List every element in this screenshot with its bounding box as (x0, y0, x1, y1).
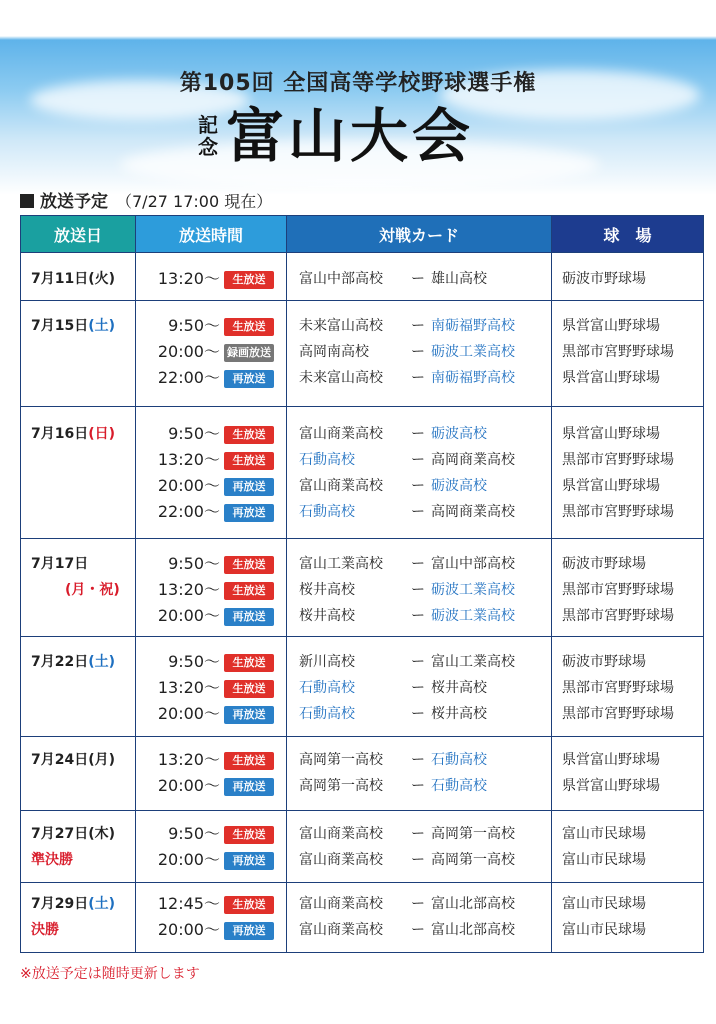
broadcast-type-badge: 生放送 (224, 426, 274, 444)
venue-name: 黒部市宮野野球場 (562, 504, 674, 520)
vs-dash: ー (411, 426, 425, 442)
home-team: 富山商業高校 (299, 922, 383, 938)
home-team: 新川高校 (299, 654, 355, 670)
broadcast-type-badge: 再放送 (224, 608, 274, 626)
matchup-line (299, 747, 551, 773)
broadcast-time-line (150, 499, 286, 525)
date-line (31, 649, 135, 675)
date-line (31, 891, 135, 917)
home-team: 富山商業高校 (299, 426, 383, 442)
broadcast-type-badge: 生放送 (224, 452, 274, 470)
date-text: 7月15日 (31, 318, 89, 334)
broadcast-time-line (150, 603, 286, 629)
vs-dash: ー (411, 344, 425, 360)
away-team: 南砺福野高校 (431, 318, 515, 334)
away-team: 高岡第一高校 (431, 826, 515, 842)
vs-dash: ー (411, 654, 425, 670)
weekday-label: (土) (88, 896, 116, 912)
venue-cell (552, 301, 704, 407)
home-team: 未来富山高校 (299, 318, 383, 334)
date-line (31, 747, 135, 773)
date-text: 7月16日 (31, 426, 89, 442)
broadcast-time: 13:20〜 (157, 450, 220, 469)
weekday-label: (日) (88, 426, 116, 442)
date-text: 7月11日 (31, 271, 89, 287)
round-label: 決勝 (31, 922, 59, 938)
weekday-label: (木) (88, 826, 116, 842)
date-cell (21, 301, 136, 407)
schedule-body (21, 253, 704, 953)
away-team: 砺波工業高校 (431, 608, 515, 624)
vs-dash: ー (411, 452, 425, 468)
vs-dash: ー (411, 752, 425, 768)
broadcast-time: 22:00〜 (157, 368, 220, 387)
away-team: 桜井高校 (431, 680, 487, 696)
broadcast-time-line (150, 821, 286, 847)
table-row (21, 883, 704, 953)
venue-name: 富山市民球場 (562, 896, 646, 912)
away-team: 富山中部高校 (431, 556, 515, 572)
venue-name: 富山市民球場 (562, 852, 646, 868)
matchup-line (299, 917, 551, 943)
venue-name: 県営富山野球場 (562, 370, 660, 386)
matchup-line (299, 603, 551, 629)
matchup-cell (287, 407, 552, 539)
broadcast-time: 20:00〜 (157, 606, 220, 625)
vs-dash: ー (411, 271, 425, 287)
date-cell (21, 737, 136, 811)
time-cell (136, 883, 287, 953)
table-row (21, 637, 704, 737)
date-cell (21, 883, 136, 953)
home-team: 未来富山高校 (299, 370, 383, 386)
broadcast-type-badge: 生放送 (224, 556, 274, 574)
weekday-label: (月) (88, 752, 116, 768)
vs-dash: ー (411, 556, 425, 572)
broadcast-time: 9:50〜 (168, 316, 220, 335)
table-row (21, 301, 704, 407)
vs-dash: ー (411, 370, 425, 386)
broadcast-type-badge: 生放送 (224, 826, 274, 844)
away-team: 高岡商業高校 (431, 452, 515, 468)
column-header-time: 放送時間 (136, 216, 287, 253)
table-row (21, 811, 704, 883)
weekday-label: (火) (88, 271, 116, 287)
venue-cell (552, 883, 704, 953)
broadcast-type-badge: 生放送 (224, 318, 274, 336)
home-team: 高岡南高校 (299, 344, 369, 360)
home-team: 富山商業高校 (299, 478, 383, 494)
square-bullet-icon (20, 194, 34, 208)
away-team: 雄山高校 (431, 271, 487, 287)
broadcast-type-badge: 生放送 (224, 271, 274, 289)
home-team: 富山商業高校 (299, 896, 383, 912)
date-line (31, 266, 135, 292)
venue-name: 黒部市宮野野球場 (562, 582, 674, 598)
venue-name: 県営富山野球場 (562, 752, 660, 768)
broadcast-time: 20:00〜 (157, 776, 220, 795)
round-label: 準決勝 (31, 852, 73, 868)
matchup-cell (287, 737, 552, 811)
broadcast-time-line (150, 447, 286, 473)
broadcast-time-line (150, 473, 286, 499)
broadcast-time: 22:00〜 (157, 502, 220, 521)
broadcast-time: 20:00〜 (157, 920, 220, 939)
broadcast-time: 13:20〜 (157, 750, 220, 769)
home-team: 石動高校 (299, 706, 355, 722)
weekday-holiday-label: (月・祝) (65, 582, 120, 598)
venue-name: 黒部市宮野野球場 (562, 344, 674, 360)
vs-dash: ー (411, 706, 425, 722)
matchup-cell (287, 883, 552, 953)
vs-dash: ー (411, 826, 425, 842)
away-team: 高岡商業高校 (431, 504, 515, 520)
kinen-char-1: 記 (198, 113, 218, 137)
broadcast-time: 9:50〜 (168, 824, 220, 843)
vs-dash: ー (411, 478, 425, 494)
time-cell (136, 811, 287, 883)
matchup-line (299, 649, 551, 675)
matchup-line (299, 577, 551, 603)
date-line (31, 551, 135, 577)
broadcast-time: 20:00〜 (157, 342, 220, 361)
date-cell (21, 539, 136, 637)
broadcast-time-line (150, 551, 286, 577)
broadcast-time-line (150, 847, 286, 873)
home-team: 高岡第一高校 (299, 778, 383, 794)
weekday-label: (土) (88, 318, 116, 334)
matchup-cell (287, 539, 552, 637)
home-team: 富山商業高校 (299, 826, 383, 842)
date-line (31, 313, 135, 339)
vs-dash: ー (411, 680, 425, 696)
broadcast-time-line (150, 675, 286, 701)
column-header-matchup: 対戦カード (287, 216, 552, 253)
date-text: 7月29日 (31, 896, 89, 912)
matchup-line (299, 891, 551, 917)
home-team: 高岡第一高校 (299, 752, 383, 768)
date-cell (21, 407, 136, 539)
broadcast-type-badge: 再放送 (224, 504, 274, 522)
time-cell (136, 539, 287, 637)
date-text: 7月27日 (31, 826, 89, 842)
venue-cell (552, 637, 704, 737)
broadcast-time-line (150, 917, 286, 943)
time-cell (136, 637, 287, 737)
broadcast-schedule-table (20, 215, 704, 953)
broadcast-type-badge: 生放送 (224, 582, 274, 600)
matchup-line (299, 421, 551, 447)
time-cell (136, 737, 287, 811)
matchup-line (299, 313, 551, 339)
matchup-line (299, 701, 551, 727)
matchup-line (299, 773, 551, 799)
venue-name: 黒部市宮野野球場 (562, 608, 674, 624)
matchup-line (299, 365, 551, 391)
away-team: 砺波高校 (431, 426, 487, 442)
vs-dash: ー (411, 318, 425, 334)
vs-dash: ー (411, 922, 425, 938)
date-text: 7月17日 (31, 556, 89, 572)
venue-name: 富山市民球場 (562, 922, 646, 938)
broadcast-time: 9:50〜 (168, 424, 220, 443)
venue-cell (552, 539, 704, 637)
column-header-date: 放送日 (21, 216, 136, 253)
title-block (198, 104, 474, 168)
vs-dash: ー (411, 852, 425, 868)
broadcast-time: 12:45〜 (157, 894, 220, 913)
away-team: 南砺福野高校 (431, 370, 515, 386)
home-team: 富山中部高校 (299, 271, 383, 287)
kinen-char-2: 念 (198, 135, 218, 159)
matchup-line (299, 551, 551, 577)
home-team: 桜井高校 (299, 582, 355, 598)
away-team: 石動高校 (431, 778, 487, 794)
broadcast-type-badge: 再放送 (224, 922, 274, 940)
broadcast-type-badge: 再放送 (224, 778, 274, 796)
matchup-cell (287, 811, 552, 883)
sky-background (0, 0, 716, 200)
venue-cell (552, 737, 704, 811)
broadcast-time-line (150, 747, 286, 773)
away-team: 砺波工業高校 (431, 344, 515, 360)
table-row (21, 407, 704, 539)
date-cell (21, 811, 136, 883)
away-team: 高岡第一高校 (431, 852, 515, 868)
broadcast-type-badge: 録画放送 (224, 344, 274, 362)
schedule-heading (20, 187, 272, 212)
broadcast-type-badge: 生放送 (224, 896, 274, 914)
broadcast-time-line (150, 339, 286, 365)
time-cell (136, 253, 287, 301)
column-header-venue: 球 場 (552, 216, 704, 253)
date-line (31, 421, 135, 447)
venue-name: 県営富山野球場 (562, 426, 660, 442)
tournament-title: 富山大会 (226, 102, 475, 170)
broadcast-time: 13:20〜 (157, 269, 220, 288)
date-cell (21, 253, 136, 301)
broadcast-type-badge: 生放送 (224, 654, 274, 672)
home-team: 桜井高校 (299, 608, 355, 624)
away-team: 砺波高校 (431, 478, 487, 494)
venue-name: 砺波市野球場 (562, 654, 646, 670)
broadcast-time: 20:00〜 (157, 476, 220, 495)
broadcast-time: 20:00〜 (157, 704, 220, 723)
vs-dash: ー (411, 504, 425, 520)
matchup-line (299, 473, 551, 499)
matchup-line (299, 339, 551, 365)
away-team: 桜井高校 (431, 706, 487, 722)
venue-cell (552, 253, 704, 301)
venue-name: 黒部市宮野野球場 (562, 706, 674, 722)
time-cell (136, 407, 287, 539)
venue-cell (552, 407, 704, 539)
table-row (21, 539, 704, 637)
home-team: 富山商業高校 (299, 852, 383, 868)
broadcast-type-badge: 再放送 (224, 478, 274, 496)
as-of-time: （7/27 17:00 現在） (116, 192, 273, 211)
broadcast-time-line (150, 577, 286, 603)
time-cell (136, 301, 287, 407)
commemorative-mark (198, 114, 218, 158)
venue-cell (552, 811, 704, 883)
away-team: 砺波工業高校 (431, 582, 515, 598)
broadcast-time-line (150, 266, 286, 292)
matchup-line (299, 266, 551, 292)
matchup-cell (287, 253, 552, 301)
matchup-line (299, 499, 551, 525)
broadcast-time: 9:50〜 (168, 652, 220, 671)
matchup-cell (287, 637, 552, 737)
weekday-label: (土) (88, 654, 116, 670)
home-team: 石動高校 (299, 504, 355, 520)
matchup-line (299, 675, 551, 701)
table-row (21, 737, 704, 811)
vs-dash: ー (411, 582, 425, 598)
broadcast-time-line (150, 773, 286, 799)
venue-name: 黒部市宮野野球場 (562, 452, 674, 468)
matchup-line (299, 821, 551, 847)
date-line (31, 821, 135, 847)
tournament-subtitle: 第105回 全国高等学校野球選手権 (179, 71, 537, 96)
broadcast-time: 20:00〜 (157, 850, 220, 869)
table-row (21, 253, 704, 301)
matchup-cell (287, 301, 552, 407)
away-team: 富山北部高校 (431, 896, 515, 912)
venue-name: 県営富山野球場 (562, 318, 660, 334)
broadcast-time-line (150, 701, 286, 727)
matchup-line (299, 847, 551, 873)
broadcast-time: 9:50〜 (168, 554, 220, 573)
broadcast-type-badge: 生放送 (224, 752, 274, 770)
footnote: ※放送予定は随時更新します (20, 966, 200, 982)
schedule-heading-label: 放送予定 (40, 192, 108, 212)
broadcast-time-line (150, 891, 286, 917)
broadcast-time: 13:20〜 (157, 580, 220, 599)
venue-name: 砺波市野球場 (562, 556, 646, 572)
broadcast-time: 13:20〜 (157, 678, 220, 697)
broadcast-type-badge: 生放送 (224, 680, 274, 698)
broadcast-time-line (150, 313, 286, 339)
date-text: 7月22日 (31, 654, 89, 670)
table-header-row (21, 216, 704, 253)
home-team: 富山工業高校 (299, 556, 383, 572)
home-team: 石動高校 (299, 452, 355, 468)
home-team: 石動高校 (299, 680, 355, 696)
broadcast-time-line (150, 365, 286, 391)
vs-dash: ー (411, 608, 425, 624)
venue-name: 県営富山野球場 (562, 778, 660, 794)
matchup-line (299, 447, 551, 473)
broadcast-type-badge: 再放送 (224, 852, 274, 870)
broadcast-type-badge: 再放送 (224, 370, 274, 388)
away-team: 石動高校 (431, 752, 487, 768)
away-team: 富山工業高校 (431, 654, 515, 670)
venue-name: 富山市民球場 (562, 826, 646, 842)
venue-name: 黒部市宮野野球場 (562, 680, 674, 696)
date-cell (21, 637, 136, 737)
venue-name: 砺波市野球場 (562, 271, 646, 287)
vs-dash: ー (411, 778, 425, 794)
venue-name: 県営富山野球場 (562, 478, 660, 494)
vs-dash: ー (411, 896, 425, 912)
broadcast-time-line (150, 649, 286, 675)
broadcast-time-line (150, 421, 286, 447)
away-team: 富山北部高校 (431, 922, 515, 938)
broadcast-type-badge: 再放送 (224, 706, 274, 724)
date-text: 7月24日 (31, 752, 89, 768)
